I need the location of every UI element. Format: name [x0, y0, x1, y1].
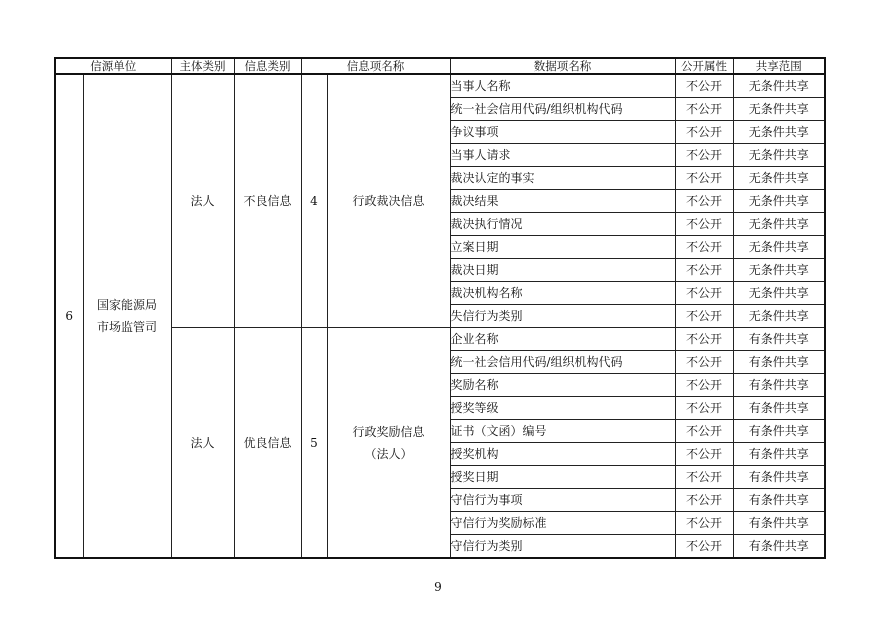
data-item-name: 授奖等级	[450, 397, 675, 420]
public-attr-value: 不公开	[675, 305, 733, 328]
public-attr-value: 不公开	[675, 397, 733, 420]
share-scope-value: 无条件共享	[733, 121, 825, 144]
share-scope-value: 无条件共享	[733, 259, 825, 282]
header-info-type: 信息类别	[234, 58, 301, 74]
info-type-cell: 不良信息	[234, 74, 301, 328]
header-share-scope: 共享范围	[733, 58, 825, 74]
public-attr-value: 不公开	[675, 190, 733, 213]
table-body	[55, 74, 825, 558]
public-attr-value: 不公开	[675, 420, 733, 443]
share-scope-value: 无条件共享	[733, 74, 825, 98]
share-scope-value: 有条件共享	[733, 351, 825, 374]
share-scope-value: 有条件共享	[733, 420, 825, 443]
share-scope-value: 有条件共享	[733, 397, 825, 420]
share-scope-value: 无条件共享	[733, 190, 825, 213]
share-scope-value: 无条件共享	[733, 213, 825, 236]
info-item-name-cell	[327, 74, 450, 328]
table-row	[55, 74, 825, 98]
data-item-name: 守信行为奖励标准	[450, 512, 675, 535]
public-attr-value: 不公开	[675, 213, 733, 236]
public-attr-value: 不公开	[675, 259, 733, 282]
data-item-name: 证书（文函）编号	[450, 420, 675, 443]
public-attr-value: 不公开	[675, 443, 733, 466]
public-attr-value: 不公开	[675, 328, 733, 351]
item-no-cell: 5	[301, 328, 327, 559]
data-item-name: 裁决执行情况	[450, 213, 675, 236]
share-scope-value: 无条件共享	[733, 144, 825, 167]
info-table	[54, 57, 826, 559]
data-item-name: 统一社会信用代码/组织机构代码	[450, 98, 675, 121]
share-scope-value: 无条件共享	[733, 305, 825, 328]
page-number: 9	[434, 580, 442, 594]
data-item-name: 当事人请求	[450, 144, 675, 167]
share-scope-value: 有条件共享	[733, 443, 825, 466]
data-item-name: 奖励名称	[450, 374, 675, 397]
public-attr-value: 不公开	[675, 351, 733, 374]
share-scope-value: 有条件共享	[733, 512, 825, 535]
header-data-item: 数据项名称	[450, 58, 675, 74]
org-seq: 6	[55, 74, 83, 558]
public-attr-value: 不公开	[675, 98, 733, 121]
header-info-item: 信息项名称	[301, 58, 450, 74]
data-item-name: 裁决认定的事实	[450, 167, 675, 190]
info-item-name-line1: 行政裁决信息	[352, 194, 425, 208]
header-public-attr: 公开属性	[675, 58, 733, 74]
public-attr-value: 不公开	[675, 489, 733, 512]
data-item-name: 当事人名称	[450, 74, 675, 98]
share-scope-value: 无条件共享	[733, 167, 825, 190]
subject-type-cell: 法人	[171, 328, 234, 559]
public-attr-value: 不公开	[675, 374, 733, 397]
data-item-name: 企业名称	[450, 328, 675, 351]
share-scope-value: 有条件共享	[733, 328, 825, 351]
share-scope-value: 无条件共享	[733, 282, 825, 305]
data-item-name: 授奖日期	[450, 466, 675, 489]
data-item-name: 守信行为事项	[450, 489, 675, 512]
org-name-line1: 国家能源局	[96, 298, 157, 312]
header-subject-type: 主体类别	[171, 58, 234, 74]
share-scope-value: 有条件共享	[733, 374, 825, 397]
info-item-name-line1: 行政奖励信息	[352, 424, 425, 439]
org-name-line2: 市场监管司	[96, 320, 157, 334]
header-row	[55, 58, 825, 74]
org-name	[83, 74, 171, 558]
data-item-name: 守信行为类别	[450, 535, 675, 559]
data-item-name: 裁决日期	[450, 259, 675, 282]
share-scope-value: 无条件共享	[733, 236, 825, 259]
data-item-name: 统一社会信用代码/组织机构代码	[450, 351, 675, 374]
info-item-name-cell	[327, 328, 450, 559]
public-attr-value: 不公开	[675, 466, 733, 489]
header-source: 信源单位	[55, 58, 171, 74]
public-attr-value: 不公开	[675, 512, 733, 535]
info-item-name-line2: （法人）	[364, 446, 413, 461]
public-attr-value: 不公开	[675, 167, 733, 190]
subject-type-cell: 法人	[171, 74, 234, 328]
share-scope-value: 无条件共享	[733, 98, 825, 121]
public-attr-value: 不公开	[675, 236, 733, 259]
share-scope-value: 有条件共享	[733, 489, 825, 512]
data-item-name: 裁决结果	[450, 190, 675, 213]
public-attr-value: 不公开	[675, 121, 733, 144]
share-scope-value: 有条件共享	[733, 466, 825, 489]
share-scope-value: 有条件共享	[733, 535, 825, 559]
data-item-name: 失信行为类别	[450, 305, 675, 328]
data-item-name: 争议事项	[450, 121, 675, 144]
data-item-name: 立案日期	[450, 236, 675, 259]
public-attr-value: 不公开	[675, 74, 733, 98]
item-no-cell: 4	[301, 74, 327, 328]
public-attr-value: 不公开	[675, 282, 733, 305]
public-attr-value: 不公开	[675, 535, 733, 559]
table-row	[55, 328, 825, 351]
data-item-name: 授奖机构	[450, 443, 675, 466]
info-type-cell: 优良信息	[234, 328, 301, 559]
data-item-name: 裁决机构名称	[450, 282, 675, 305]
public-attr-value: 不公开	[675, 144, 733, 167]
